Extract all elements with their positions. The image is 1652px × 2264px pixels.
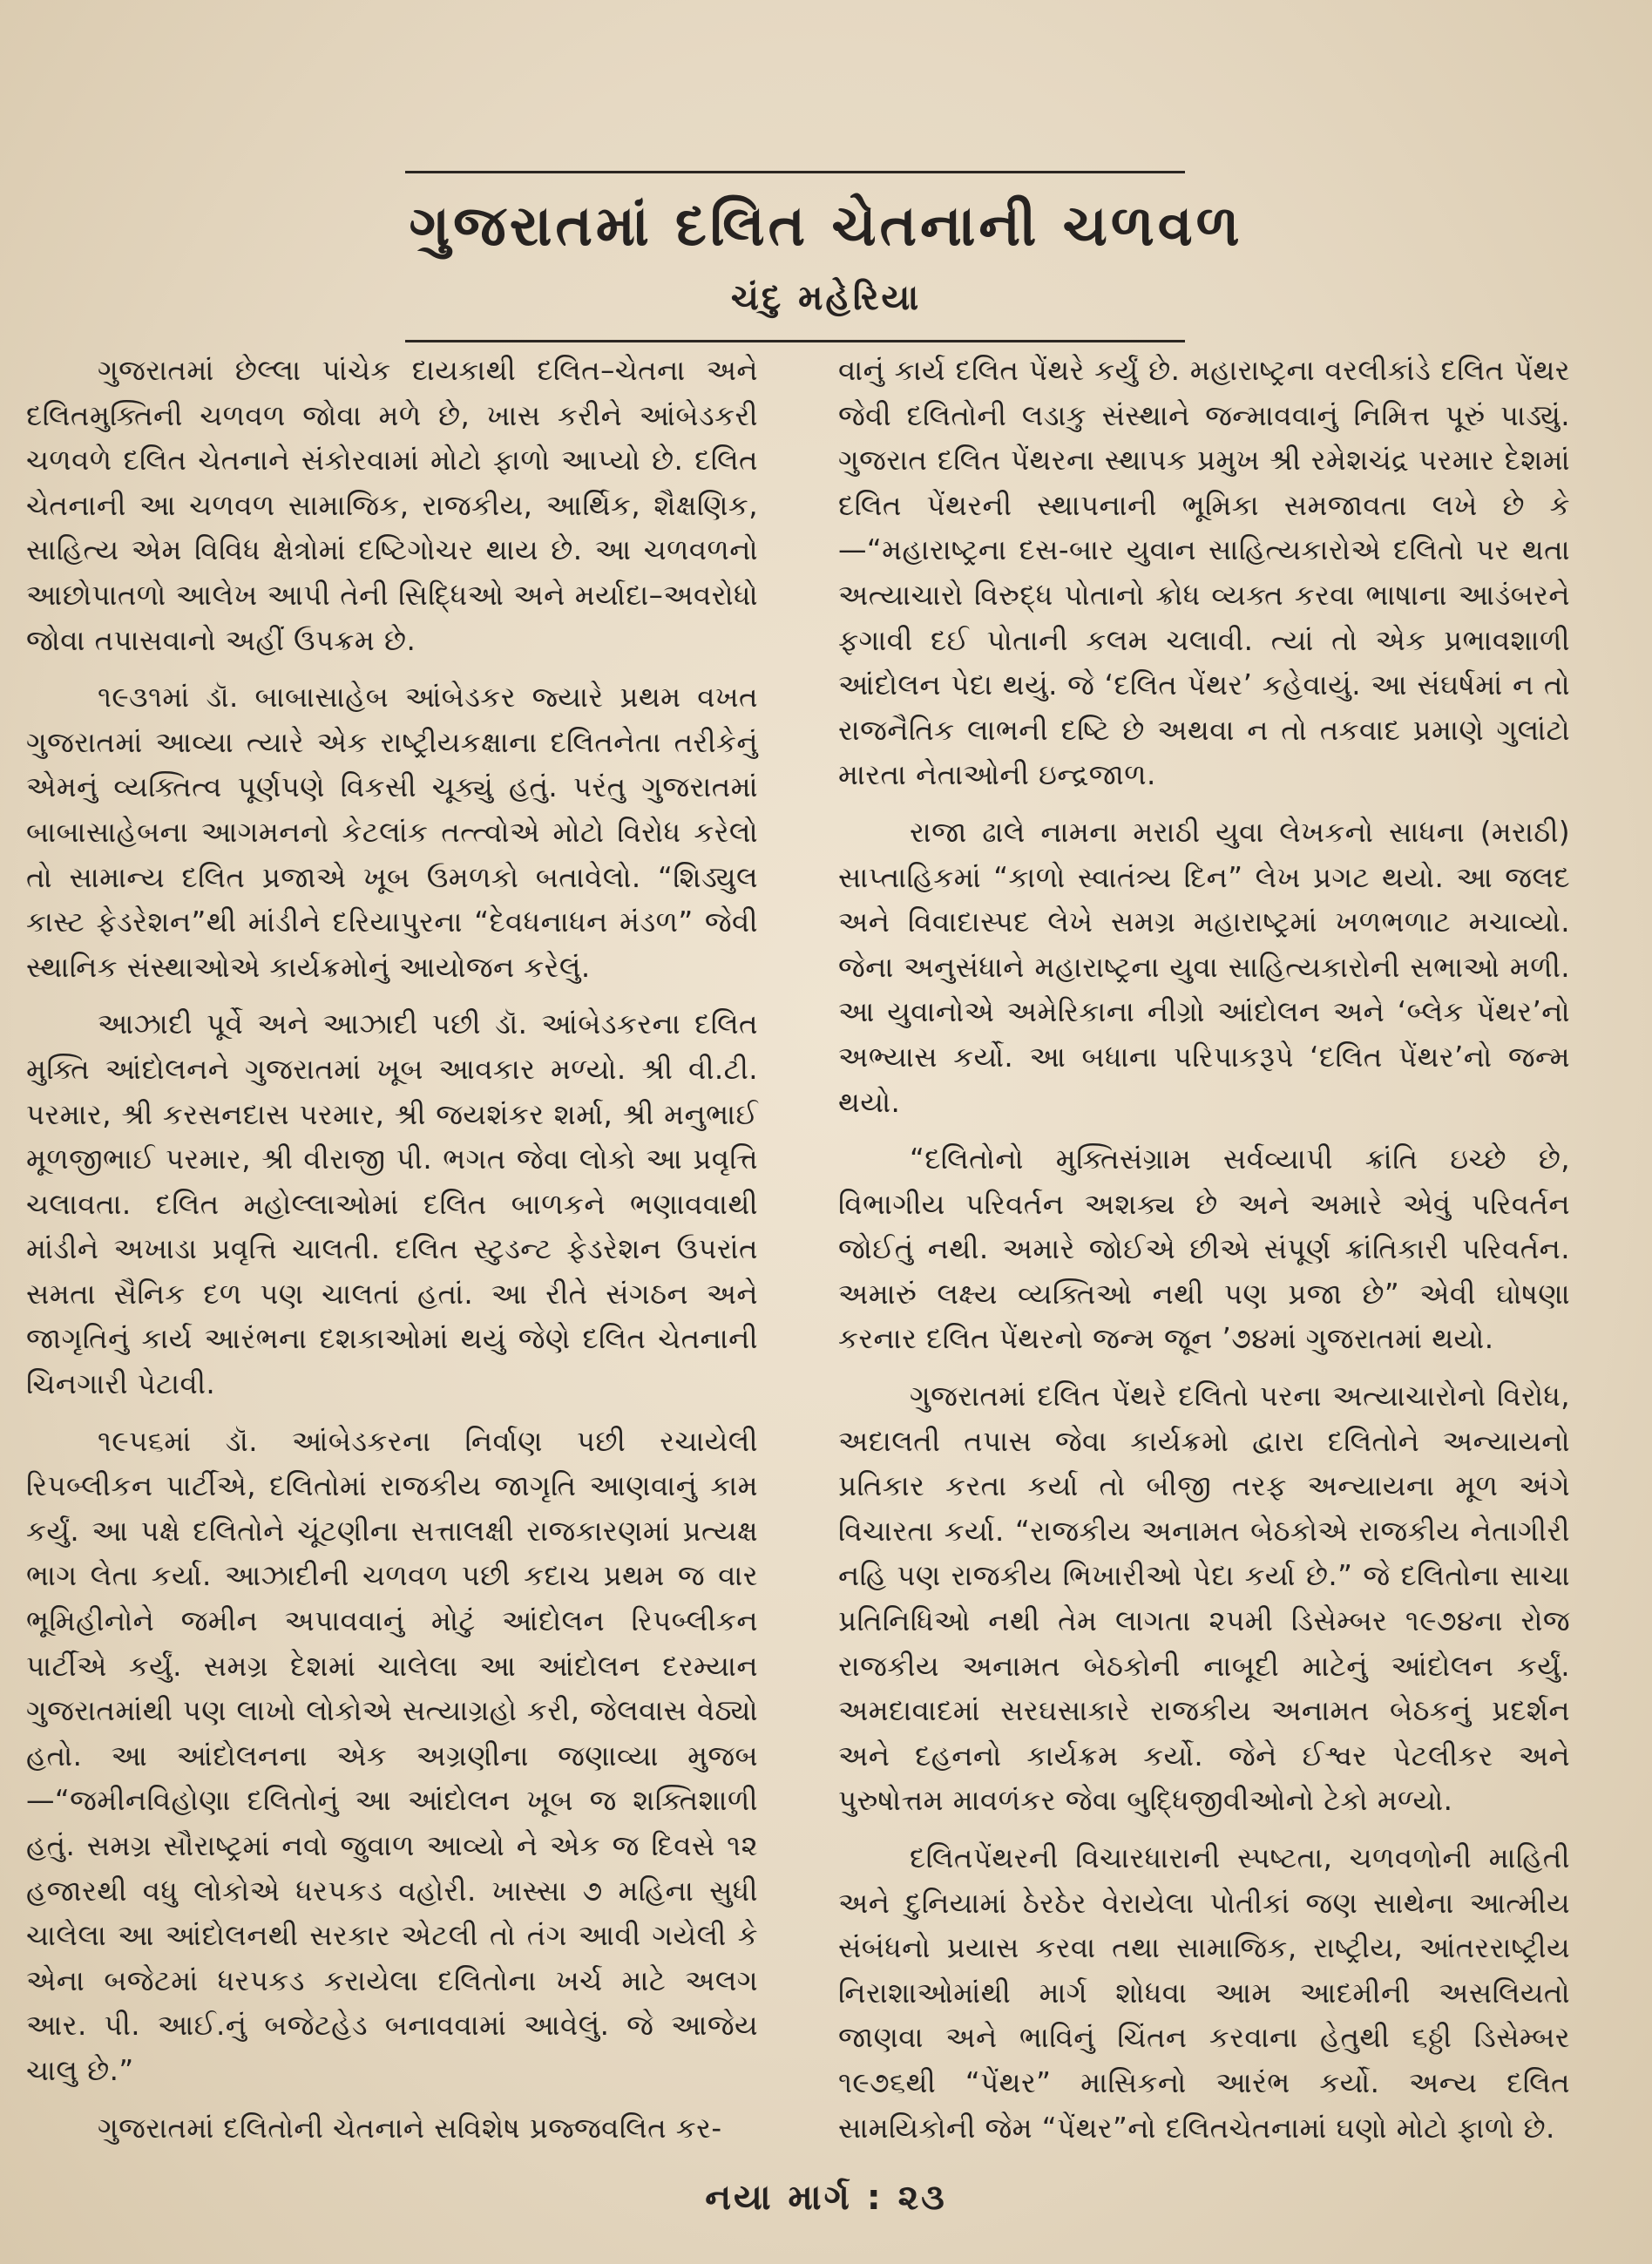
paragraph: ગુજરાતમાં છેલ્લા પાંચેક દાયકાથી દલિત–ચેતના અને દલિતમુક્તિની ચળવળ જોવા મળે છે, ખાસ કરીને આંબેડકરી ચળવળે દલિત ચેતનાને સંકોરવામાં મોટો ફાળો આપ્યો છે. દલિત ચેતનાની આ ચળવળ સામાજિક, રાજકીય, આર્થિક, શૈક્ષણિક, સાહિત્ય એમ વિવિધ ક્ષેત્રોમાં દષ્ટિગોચર થાય છે. આ ચળવળનો આછોપાતળો આલેખ આપી તેની સિદ્ધિઓ અને મર્યાદા–અવરોધો જોવા તપાસવાનો અહીં ઉપક્રમ છે. <box>26 354 758 657</box>
paragraph: “દલિતોનો મુક્તિસંગ્રામ સર્વવ્યાપી ક્રાંતિ ઇચ્છે છે, વિભાગીય પરિવર્તન અશક્ય છે અને અમારે એવું પરિવર્તન જોઈતું નથી. અમારે જોઈએ છીએ સંપૂર્ણ ક્રાંતિકારી પરિવર્તન. અમારું લક્ષ્ય વ્યક્તિઓ નથી પણ પ્રજા છે” એવી ઘોષણા કરનાર દલિત પેંથરનો જન્મ જૂન ’૭૪માં ગુજરાતમાં થયો. <box>838 1142 1570 1356</box>
paragraph: રાજા ઢાલે નામના મરાઠી યુવા લેખકનો સાધના (મરાઠી) સાપ્તાહિકમાં “કાળો સ્વાતંત્ર્ય દિન” લેખ પ્રગટ થયો. આ જલદ અને વિવાદાસ્પદ લેખે સમગ્ર મહારાષ્ટ્રમાં ખળભળાટ મચાવ્યો. જેના અનુસંધાને મહારાષ્ટ્રના યુવા સાહિત્યકારોની સભાઓ મળી. આ યુવાનોએ અમેરિકાના નીગ્રો આંદોલન અને ‘બ્લેક પેંથર’નો અભ્યાસ કર્યો. આ બધાના પરિપાકરૂપે ‘દલિત પેંથર’નો જન્મ થયો. <box>838 815 1570 1119</box>
title-top-rule <box>405 171 1185 173</box>
page-folio: નયા માર્ગ : ૨૩ <box>705 2178 947 2218</box>
title-bottom-rule <box>405 340 1185 342</box>
paragraph: ૧૯૫૬માં ડૉ. આંબેડકરના નિર્વાણ પછી રચાયેલી રિપબ્લીકન પાર્ટીએ, દલિતોમાં રાજકીય જાગૃતિ આણવાનું કામ કર્યું. આ પક્ષે દલિતોને ચૂંટણીના સત્તાલક્ષી રાજકારણમાં પ્રત્યક્ષ ભાગ લેતા કર્યા. આઝાદીની ચળવળ પછી કદાચ પ્રથમ જ વાર ભૂમિહીનોને જમીન અપાવવાનું મોટું આંદોલન રિપબ્લીકન પાર્ટીએ કર્યું. સમગ્ર દેશમાં ચાલેલા આ આંદોલન દરમ્યાન ગુજરાતમાંથી પણ લાખો લોકોએ સત્યાગ્રહો કરી, જેલવાસ વેઠ્યો હતો. આ આંદોલનના એક અગ્રણીના જણાવ્યા મુજબ —“જમીનવિહોણા દલિતોનું આ આંદોલન ખૂબ જ શક્તિશાળી હતું. સમગ્ર સૌરાષ્ટ્રમાં નવો જુવાળ આવ્યો ને એક જ દિવસે ૧૨ હજારથી વધુ લોકોએ ધરપકડ વહોરી. ખાસ્સા ૭ મહિના સુધી ચાલેલા આ આંદોલનથી સરકાર એટલી તો તંગ આવી ગયેલી કે એના બજેટમાં ધરપકડ કરાયેલા દલિતોના ખર્ચ માટે અલગ આર. પી. આઈ.નું બજેટહેડ બનાવવામાં આવેલું. જે આજેય ચાલુ છે.” <box>26 1424 758 2087</box>
paragraph-continued: વાનું કાર્ય દલિત પેંથરે કર્યું છે. મહારાષ્ટ્રના વરલીકાંડે દલિત પેંથર જેવી દલિતોની લડાકુ સંસ્થાને જન્માવવાનું નિમિત્ત પૂરું પાડ્યું. ગુજરાત દલિત પેંથરના સ્થાપક પ્રમુખ શ્રી રમેશચંદ્ર પરમાર દેશમાં દલિત પેંથરની સ્થાપનાની ભૂમિકા સમજાવતા લખે છે કે—“મહારાષ્ટ્રના દસ-બાર યુવાન સાહિત્યકારોએ દલિતો પર થતા અત્યાચારો વિરુદ્ધ પોતાનો ક્રોધ વ્યક્ત કરવા ભાષાના આડંબરને ફગાવી દઈ પોતાની કલમ ચલાવી. ત્યાં તો એક પ્રભાવશાળી આંદોલન પેદા થયું. જે ‘દલિત પેંથર’ કહેવાયું. આ સંઘર્ષમાં ન તો રાજનૈતિક લાભની દષ્ટિ છે અથવા ન તો તકવાદ પ્રમાણે ગુલાંટો મારતા નેતાઓની ઇન્દ્રજાળ. <box>838 354 1570 792</box>
paragraph: ગુજરાતમાં દલિત પેંથરે દલિતો પરના અત્યાચારોનો વિરોધ, અદાલતી તપાસ જેવા કાર્યક્રમો દ્વારા દલિતોને અન્યાયનો પ્રતિકાર કરતા કર્યા તો બીજી તરફ અન્યાયના મૂળ અંગે વિચારતા કર્યા. “રાજકીય અનામત બેઠકોએ રાજકીય નેતાગીરી નહિ પણ રાજકીય ભિખારીઓ પેદા કર્યા છે.” જે દલિતોના સાચા પ્રતિનિધિઓ નથી તેમ લાગતા ૨૫મી ડિસેમ્બર ૧૯૭૪ના રોજ રાજકીય અનામત બેઠકોની નાબૂદી માટેનું આંદોલન કર્યું. અમદાવાદમાં સરઘસાકારે રાજકીય અનામત બેઠકનું પ્રદર્શન અને દહનનો કાર્યક્રમ કર્યો. જેને ઈશ્વર પેટલીકર અને પુરુષોત્તમ માવળંકર જેવા બુદ્ધિજીવીઓનો ટેકો મળ્યો. <box>838 1379 1570 1818</box>
paragraph: આઝાદી પૂર્વે અને આઝાદી પછી ડૉ. આંબેડકરના દલિત મુક્તિ આંદોલનને ગુજરાતમાં ખૂબ આવકાર મળ્યો. શ્રી વી.ટી. પરમાર, શ્રી કરસનદાસ પરમાર, શ્રી જયશંકર શર્મા, શ્રી મનુભાઈ મૂળજીભાઈ પરમાર, શ્રી વીરાજી પી. ભગત જેવા લોકો આ પ્રવૃત્તિ ચલાવતા. દલિત મહોલ્લાઓમાં દલિત બાળકને ભણાવવાથી માંડીને અખાડા પ્રવૃત્તિ ચાલતી. દલિત સ્ટુડન્ટ ફેડરેશન ઉપરાંત સમતા સૈનિક દળ પણ ચાલતાં હતાં. આ રીતે સંગઠન અને જાગૃતિનું કાર્ય આરંભના દશકાઓમાં થયું જેણે દલિત ચેતનાની ચિનગારી પેટાવી. <box>26 1007 758 1401</box>
article-title: ગુજરાતમાં દલિત ચેતનાની ચળવળ <box>409 194 1243 259</box>
paragraph: દલિતપેંથરની વિચારધારાની સ્પષ્ટતા, ચળવળોની માહિતી અને દુનિયામાં ઠેરઠેર વેરાયેલા પોતીકાં જણ સાથેના આત્મીય સંબંધનો પ્રયાસ કરવા તથા સામાજિક, રાષ્ટ્રીય, આંતરરાષ્ટ્રીય નિરાશાઓમાંથી માર્ગ શોધવા આમ આદમીની અસલિયતો જાણવા અને ભાવિનું ચિંતન કરવાના હેતુથી ૬ઠ્ઠી ડિસેમ્બર ૧૯૭૬થી “પેંથર” માસિકનો આરંભ કર્યો. અન્ય દલિત સામયિકોની જેમ “પેંથર”નો દલિતચેતનામાં ઘણો મોટો ફાળો છે. <box>838 1841 1570 2145</box>
article-author: ચંદુ મહેરિયા <box>730 278 922 318</box>
paragraph: ૧૯૩૧માં ડૉ. બાબાસાહેબ આંબેડકર જ્યારે પ્રથમ વખત ગુજરાતમાં આવ્યા ત્યારે એક રાષ્ટ્રીયકક્ષાના દલિતનેતા તરીકેનું એમનું વ્યક્તિત્વ પૂર્ણપણે વિકસી ચૂક્યું હતું. પરંતુ ગુજરાતમાં બાબાસાહેબના આગમનનો કેટલાંક તત્ત્વોએ મોટો વિરોધ કરેલો તો સામાન્ય દલિત પ્રજાએ ખૂબ ઉમળકો બતાવેલો. “શિડ્યુલ કાસ્ટ ફેડરેશન”થી માંડીને દરિયાપુરના “દેવધનાધન મંડળ” જેવી સ્થાનિક સંસ્થાઓએ કાર્યક્રમોનું આયોજન કરેલું. <box>26 681 758 984</box>
right-column <box>838 349 1570 2145</box>
paragraph: ગુજરાતમાં દલિતોની ચેતનાને સવિશેષ પ્રજ્જવલિત કર- <box>98 2111 722 2145</box>
left-column <box>26 349 758 2145</box>
